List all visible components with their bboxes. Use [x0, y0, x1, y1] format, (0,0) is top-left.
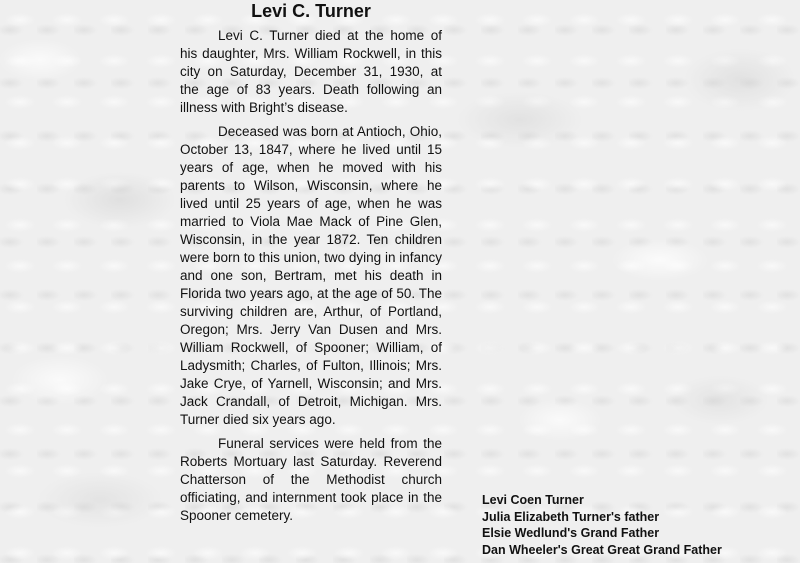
caption-line-relation-1: Julia Elizabeth Turner's father — [482, 509, 660, 524]
caption-line-name: Levi Coen Turner — [482, 493, 584, 507]
caption-line-relation-2: Elsie Wedlund's Grand Father — [482, 526, 660, 540]
caption-line-relation-3: Dan Wheeler's Great Great Grand Father — [482, 542, 722, 557]
obituary-body — [180, 27, 442, 531]
family-caption — [482, 492, 794, 558]
obituary-paragraph-funeral: Funeral services were held from the Roberts Mortuary last Saturday. Reverend Chatterson of the Methodist church officiating, and internment took place in the Spooner cemetery. — [180, 436, 442, 523]
obituary-paragraph-death: Levi C. Turner died at the home of his daughter, Mrs. William Rockwell, in this city on Saturday, December 31, 1930, at the age of 83 years. Death following an illness with Bright’s disease. — [180, 28, 442, 115]
obituary-paragraph-biography: Deceased was born at Antioch, Ohio, October 13, 1847, where he lived until 15 years of age, when he moved with his parents to Wilson, Wisconsin, where he lived until 25 years of age, when he was married to Viola Mae Mack of Pine Glen, Wisconsin, in the year 1872. Ten children were born to this union, two dying in infancy and one son, Bertram, met his death in Florida two years ago, at the age of 50. The surviving children are, Arthur, of Portland, Oregon; Mrs. Jerry Van Dusen and Mrs. William Rockwell, of Spooner; William, of Ladysmith; Charles, of Fulton, Illinois; Mrs. Jake Crye, of Yarnell, Wisconsin; and Mrs. Jack Crandall, of Detroit, Michigan. Mrs. Turner died six years ago. — [180, 124, 442, 427]
obituary-title: Levi C. Turner — [251, 1, 371, 21]
